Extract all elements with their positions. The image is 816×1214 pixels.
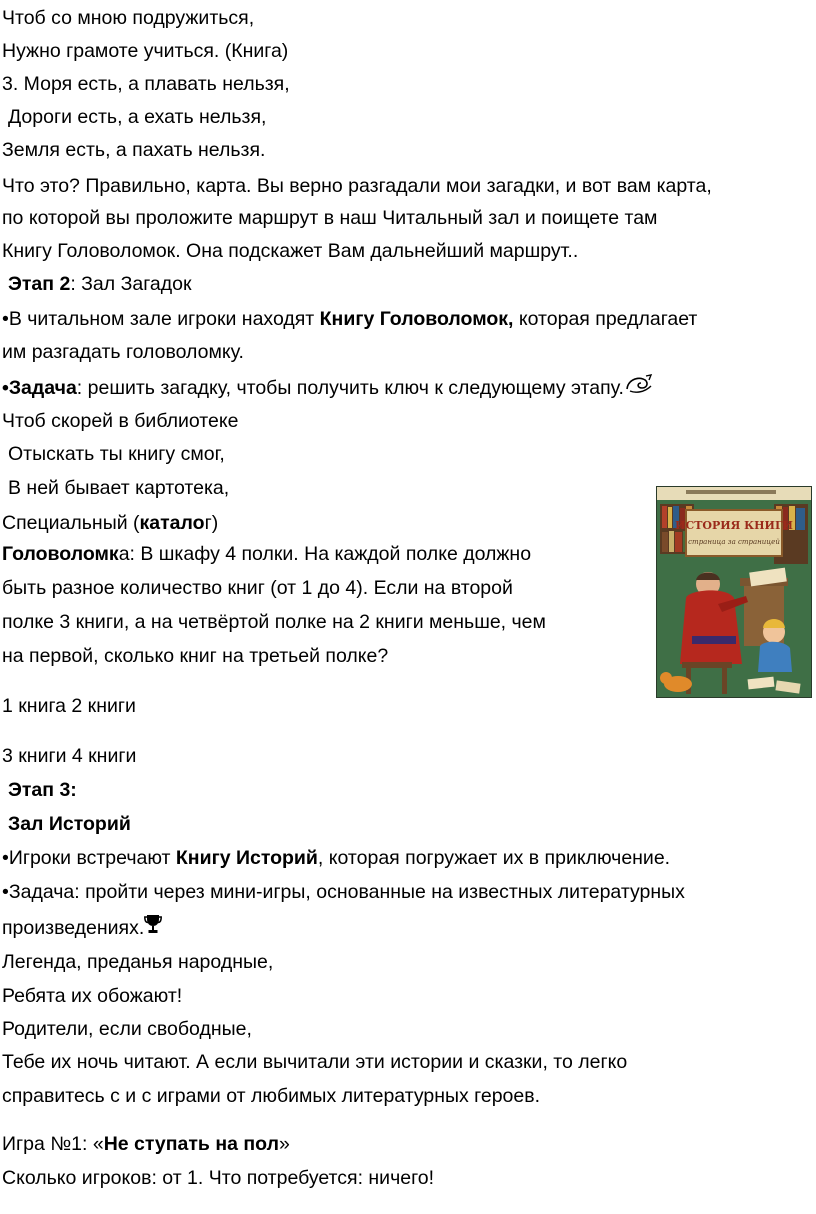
poem3-line-4: Тебе их ночь читают. А если вычитали эти истории и сказки, то легко — [2, 1051, 628, 1073]
stage3-bullet-pre: •Игроки встречают — [2, 847, 176, 869]
poem2-line-4-bold: катало — [139, 512, 205, 534]
intro-line-2: Нужно грамоте учиться. (Книга) — [2, 40, 289, 62]
poem3-line-5: справитесь с и с играми от любимых литературных героев. — [2, 1085, 541, 1107]
stage2-task-text: : решить загадку, чтобы получить ключ к следующему этапу. — [76, 377, 624, 399]
stage3-bullet-post: , которая погружает их в приключение. — [317, 847, 671, 869]
swirl-icon — [624, 373, 654, 405]
poem2-line-4-pre: Специальный ( — [2, 512, 140, 534]
stage3-bullet-bold: Книгу Историй — [175, 847, 318, 869]
stage2-task — [2, 372, 654, 405]
game1-bold: Не ступать на пол — [103, 1133, 279, 1155]
stage2-label: Этап 2 — [8, 273, 71, 295]
answer-line-3: Книгу Головоломок. Она подскажет Вам дальнейший маршрут.. — [2, 240, 579, 262]
stage2-bullet-1 — [2, 303, 697, 335]
poem3-line-1: Легенда, преданья народные, — [2, 951, 274, 973]
puzzle-options-1: 1 книга 2 книги — [2, 695, 136, 717]
stage2-bullet-post: которая предлагает — [513, 308, 698, 330]
puzzle-line-4: на первой, сколько книг на третьей полке? — [2, 645, 389, 667]
game1-title — [2, 1128, 290, 1160]
stage3-task-line-2: произведениях. — [2, 912, 162, 945]
poem2-line-4 — [2, 507, 218, 539]
trophy-icon — [144, 913, 162, 945]
poem2-line-2: Отыскать ты книгу смог, — [8, 443, 225, 465]
stage2-bullet-bold: Книгу Головоломок, — [319, 308, 514, 330]
riddle-line-3: Земля есть, а пахать нельзя. — [2, 139, 266, 161]
cover-title-line-1: ИСТОРИЯ КНИГИ — [675, 519, 793, 532]
book-cover-image — [656, 486, 812, 698]
stage2-title: : Зал Загадок — [70, 273, 192, 295]
puzzle-line-2: быть разное количество книг (от 1 до 4). Если на второй — [2, 577, 513, 599]
game1-line-2: Сколько игроков: от 1. Что потребуется: ничего! — [2, 1167, 435, 1189]
puzzle-label-rest: а: В шкафу 4 полки. На каждой полке должно — [118, 543, 532, 565]
poem3-line-2: Ребята их обожают! — [2, 985, 183, 1007]
answer-line-1: Что это? Правильно, карта. Вы верно разгадали мои загадки, и вот вам карта, — [2, 175, 712, 197]
riddle-line-1: 3. Моря есть, а плавать нельзя, — [2, 73, 290, 95]
cover-title-line-2: страница за страницей — [688, 538, 780, 546]
intro-line-1: Чтоб со мною подружиться, — [2, 7, 255, 29]
stage3-task-line-1: •Задача: пройти через мини-игры, основанные на известных литературных — [2, 881, 685, 903]
stage2-bullet-pre: •В читальном зале игроки находят — [2, 308, 320, 330]
stage3-label: Этап 3: — [8, 779, 77, 801]
stage2-heading — [2, 268, 191, 300]
stage2-bullet-1-line-2: им разгадать головоломку. — [2, 341, 244, 363]
poem2-line-3: В ней бывает картотека, — [8, 477, 230, 499]
stage3-title: Зал Историй — [8, 813, 131, 835]
poem2-line-4-post: г) — [204, 512, 219, 534]
puzzle-label-bold: Головоломк — [2, 543, 119, 565]
answer-line-2: по которой вы проложите маршрут в наш Читальный зал и поищете там — [2, 207, 658, 229]
puzzle-line-1 — [2, 538, 531, 570]
poem3-line-3: Родители, если свободные, — [2, 1018, 252, 1040]
puzzle-options-2: 3 книги 4 книги — [2, 745, 137, 767]
game1-pre: Игра №1: « — [2, 1133, 104, 1155]
poem2-line-1: Чтоб скорей в библиотеке — [2, 410, 239, 432]
stage3-bullet-1 — [2, 842, 670, 874]
puzzle-line-3: полке 3 книги, а на четвёртой полке на 2 книги меньше, чем — [2, 611, 546, 633]
stage2-task-label: •Задача — [2, 377, 77, 399]
riddle-line-2: Дороги есть, а ехать нельзя, — [8, 106, 267, 128]
game1-post: » — [278, 1133, 290, 1155]
